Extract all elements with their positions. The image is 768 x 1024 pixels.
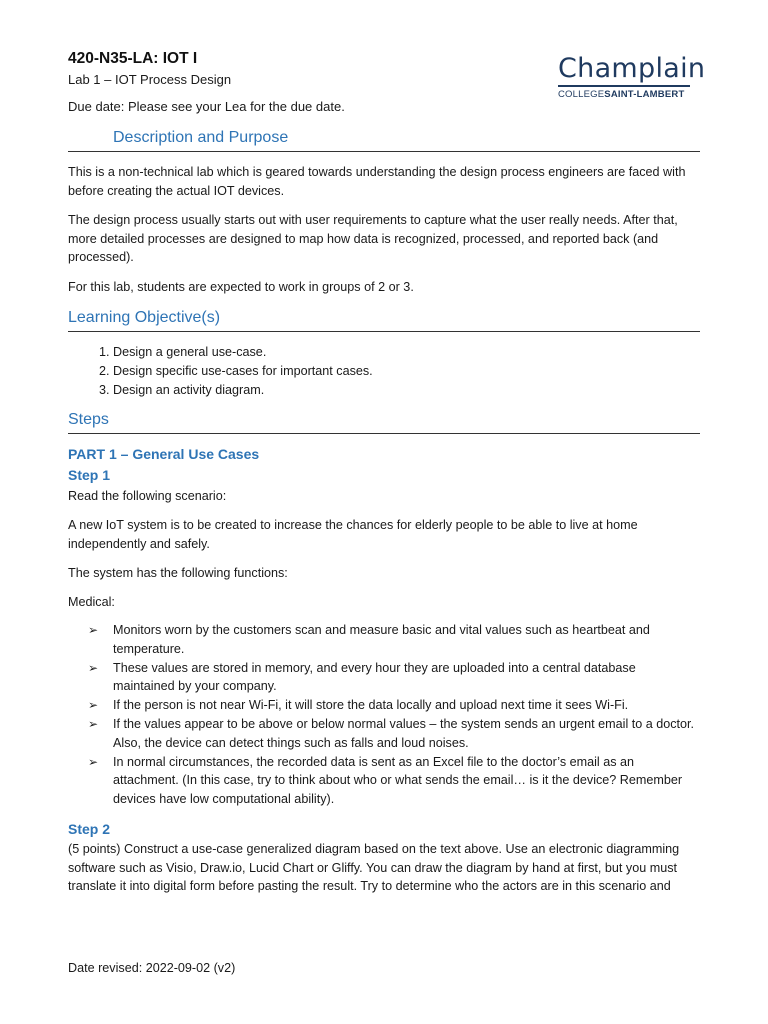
description-heading: Description and Purpose — [68, 129, 700, 152]
objectives-heading: Learning Objective(s) — [68, 309, 700, 332]
medical-label: Medical: — [68, 595, 115, 609]
logo-name: Champlain — [558, 53, 706, 84]
function-text: Monitors worn by the customers scan and measure basic and vital values such as heartbeat and temperature. — [113, 623, 650, 656]
objective-item: 1. Design a general use-case. — [113, 343, 700, 362]
logo-subtitle — [558, 89, 690, 100]
arrow-bullet-icon: ➢ — [88, 754, 99, 769]
step2-text: (5 points) Construct a use-case generalized diagram based on the text above. Use an electronic diagramming software such as Visio, Draw.io, Lucid Chart or Gliffy. You can draw the diagram by hand at first, but you must translate it into digital form before pasting the result. Try to determine who the actors are in this scenario and — [68, 842, 680, 893]
description-paragraph-1: This is a non-technical lab which is geared towards understanding the design process engineers are faced with before creating the actual IOT devices. — [68, 165, 686, 198]
function-item — [68, 753, 700, 809]
course-title: 420-N35-LA: IOT I — [68, 50, 198, 67]
document-page — [68, 0, 706, 1024]
logo-sub-suffix: SAINT-LAMBERT — [604, 89, 685, 100]
due-date: Due date: Please see your Lea for the due date. — [68, 99, 345, 114]
arrow-bullet-icon: ➢ — [88, 698, 99, 712]
logo-sub-prefix: COLLEGE — [558, 89, 605, 100]
date-revised: Date revised: 2022-09-02 (v2) — [68, 961, 236, 975]
function-text: If the person is not near Wi-Fi, it will store the data locally and upload next time it sees Wi-Fi. — [113, 698, 629, 712]
objective-item: 2. Design specific use-cases for important cases. — [113, 362, 700, 381]
step2-heading: Step 2 — [68, 821, 111, 837]
step1-heading: Step 1 — [68, 467, 111, 483]
function-item — [68, 621, 700, 658]
function-item — [68, 715, 700, 752]
logo-rule — [558, 85, 690, 87]
lab-title: Lab 1 – IOT Process Design — [68, 72, 232, 87]
function-item — [68, 659, 700, 696]
function-text: These values are stored in memory, and every hour they are uploaded into a central database maintained by your company. — [113, 660, 636, 693]
steps-heading: Steps — [68, 411, 700, 434]
function-text: In normal circumstances, the recorded data is sent as an Excel file to the doctor’s email as an attachment. (In this case, try to think about who or what sends the email… is it the device? Remember devices have low computational ability). — [113, 754, 683, 806]
objective-item: 3. Design an activity diagram. — [113, 381, 700, 400]
description-paragraph-3: For this lab, students are expected to work in groups of 2 or 3. — [68, 280, 414, 294]
description-paragraph-2: The design process usually starts out with user requirements to capture what the user really needs. After that, more detailed processes are designed to map how data is recognized, processed, and reported back (and processed). — [68, 213, 678, 264]
scenario-text: A new IoT system is to be created to increase the chances for elderly people to be able to live at home independently and safely. — [68, 518, 638, 551]
functions-list — [68, 621, 700, 809]
objectives-list — [68, 343, 700, 400]
function-text: If the values appear to be above or below normal values – the system sends an urgent email to a doctor. Also, the device can detect things such as falls and loud noises. — [113, 717, 695, 750]
part1-heading: PART 1 – General Use Cases — [68, 446, 260, 462]
functions-intro: The system has the following functions: — [68, 566, 288, 580]
function-item — [68, 696, 700, 715]
arrow-bullet-icon: ➢ — [88, 660, 99, 675]
college-logo — [558, 53, 706, 100]
arrow-bullet-icon: ➢ — [88, 623, 99, 637]
arrow-bullet-icon: ➢ — [88, 717, 99, 731]
step1-instruction: Read the following scenario: — [68, 489, 227, 503]
